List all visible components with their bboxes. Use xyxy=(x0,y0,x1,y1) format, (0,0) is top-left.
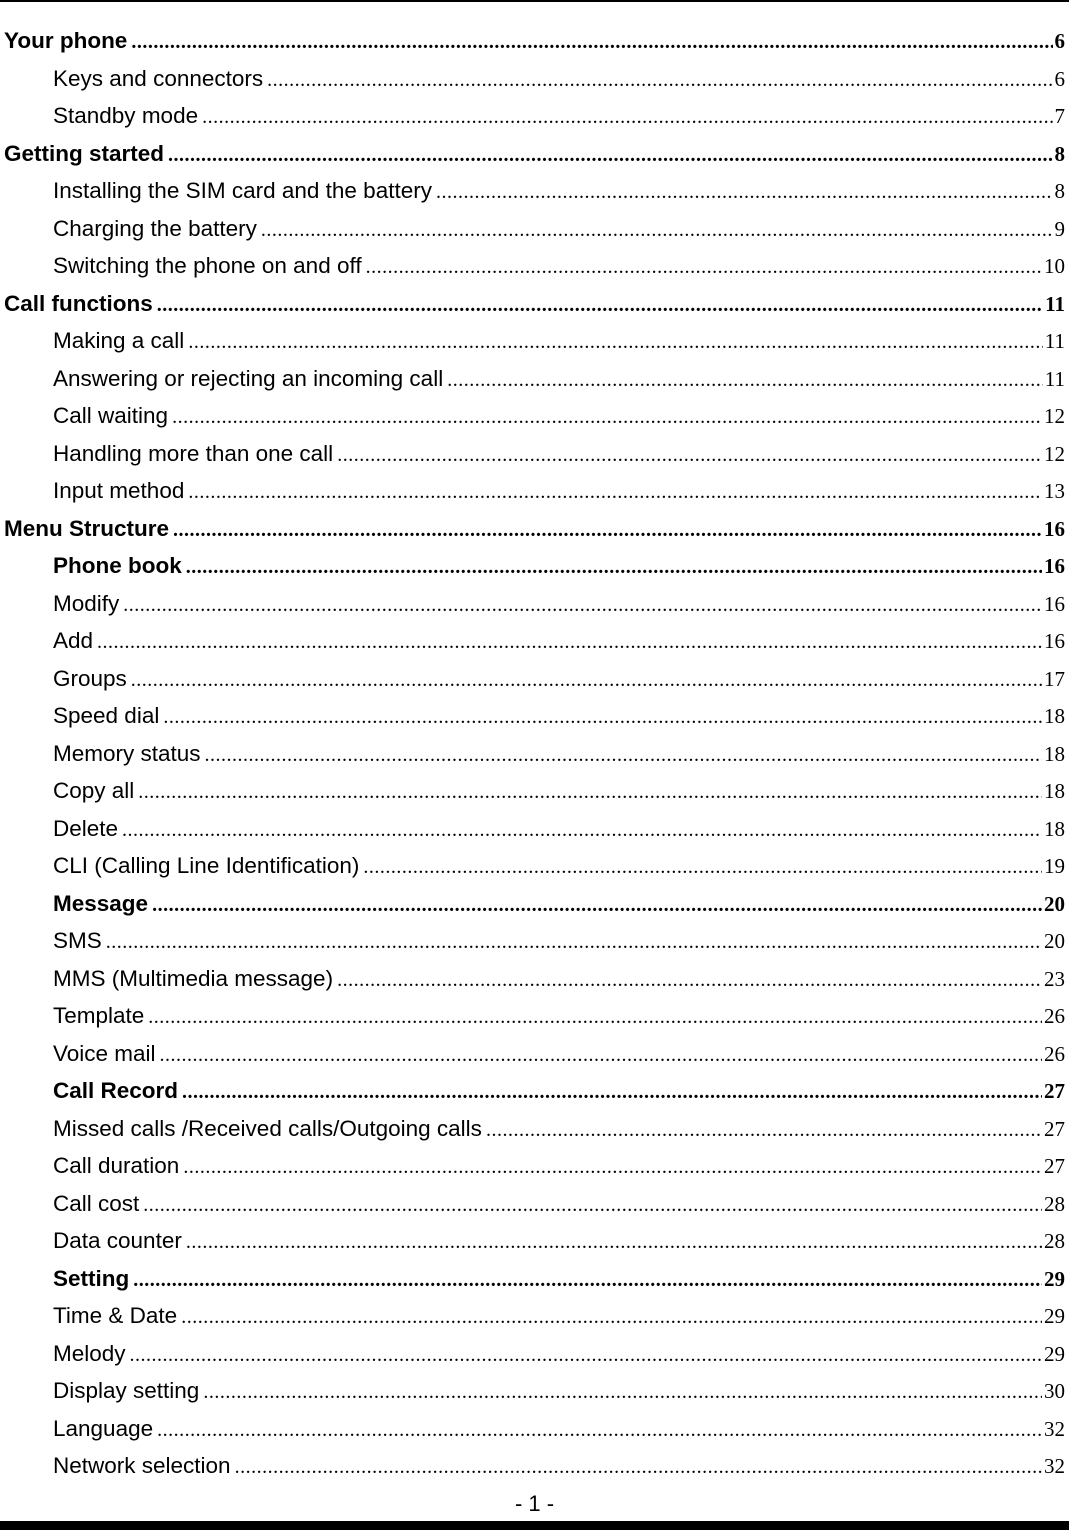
toc-entry[interactable] xyxy=(4,97,1065,135)
toc-entry[interactable] xyxy=(4,210,1065,248)
toc-entry-page-number: 18 xyxy=(1044,816,1065,841)
toc-entry[interactable] xyxy=(4,397,1065,435)
toc-entry[interactable] xyxy=(4,847,1065,885)
dot-leader xyxy=(152,887,1042,923)
dot-leader xyxy=(131,24,1052,60)
toc-entry[interactable] xyxy=(4,322,1065,360)
toc-entry-title: CLI (Calling Line Identification) xyxy=(53,853,360,878)
toc-entry-title: SMS xyxy=(53,928,102,953)
table-of-contents xyxy=(4,22,1065,1485)
toc-entry-page-number: 11 xyxy=(1045,291,1065,316)
toc-entry[interactable] xyxy=(4,622,1065,660)
toc-entry[interactable] xyxy=(4,1110,1065,1148)
dot-leader xyxy=(163,699,1042,735)
toc-entry-page-number: 16 xyxy=(1044,591,1065,616)
toc-entry-page-number: 29 xyxy=(1044,1341,1065,1366)
toc-entry-title: Standby mode xyxy=(53,103,199,128)
dot-leader xyxy=(157,287,1043,323)
toc-entry-title: Add xyxy=(53,628,94,653)
toc-entry-page-number: 27 xyxy=(1044,1154,1065,1178)
toc-entry[interactable] xyxy=(4,1072,1065,1110)
toc-entry[interactable] xyxy=(4,1260,1065,1298)
dot-leader xyxy=(106,924,1042,960)
toc-entry[interactable] xyxy=(4,60,1065,98)
toc-entry-title: Memory status xyxy=(53,740,201,766)
dot-leader xyxy=(122,812,1042,848)
toc-entry-page-number: 30 xyxy=(1044,1379,1065,1403)
toc-entry[interactable] xyxy=(4,1147,1065,1185)
dot-leader xyxy=(363,849,1042,885)
dot-leader xyxy=(148,999,1042,1035)
dot-leader xyxy=(181,1299,1042,1335)
dot-leader xyxy=(157,1412,1042,1448)
toc-entry-page-number: 18 xyxy=(1044,779,1065,803)
toc-entry-title: Language xyxy=(53,1415,154,1441)
toc-entry-page-number: 11 xyxy=(1044,329,1065,353)
dot-leader xyxy=(337,437,1042,473)
toc-entry[interactable] xyxy=(4,435,1065,473)
toc-entry-title: Message xyxy=(53,890,149,916)
dot-leader xyxy=(337,962,1042,998)
toc-entry[interactable] xyxy=(4,885,1065,923)
toc-entry[interactable] xyxy=(4,547,1065,585)
dot-leader xyxy=(130,1337,1042,1373)
toc-entry-title: Call waiting xyxy=(53,403,169,428)
toc-entry[interactable] xyxy=(4,172,1065,210)
toc-entry[interactable] xyxy=(4,1372,1065,1410)
toc-entry-page-number: 16 xyxy=(1044,554,1065,578)
dot-leader xyxy=(205,737,1042,773)
toc-entry-page-number: 6 xyxy=(1054,29,1065,53)
toc-entry-page-number: 26 xyxy=(1044,1004,1065,1028)
toc-entry-title: Input method xyxy=(53,478,185,503)
toc-entry-page-number: 6 xyxy=(1054,66,1065,91)
toc-entry[interactable] xyxy=(4,810,1065,848)
toc-entry-page-number: 7 xyxy=(1054,104,1065,128)
toc-entry[interactable] xyxy=(4,1297,1065,1335)
toc-entry-title: Making a call xyxy=(53,328,185,353)
toc-entry-title: Switching the phone on and off xyxy=(53,253,362,278)
toc-entry-page-number: 27 xyxy=(1044,1079,1065,1103)
toc-entry-title: Call duration xyxy=(53,1153,180,1178)
toc-entry-page-number: 13 xyxy=(1044,479,1065,503)
toc-entry-title: Answering or rejecting an incoming call xyxy=(53,365,444,391)
toc-entry-page-number: 29 xyxy=(1044,1266,1065,1291)
toc-entry-title: Handling more than one call xyxy=(53,440,334,466)
toc-entry[interactable] xyxy=(4,960,1065,998)
toc-entry-title: Speed dial xyxy=(53,703,160,728)
toc-entry-page-number: 27 xyxy=(1044,1116,1065,1141)
toc-entry-page-number: 12 xyxy=(1044,441,1065,466)
dot-leader xyxy=(186,1224,1042,1260)
dot-leader xyxy=(447,362,1043,398)
toc-entry-title: Network selection xyxy=(53,1453,231,1478)
toc-entry[interactable] xyxy=(4,735,1065,773)
toc-entry-title: Call functions xyxy=(4,290,153,316)
toc-entry[interactable] xyxy=(4,22,1065,60)
dot-leader xyxy=(97,624,1042,660)
dot-leader xyxy=(235,1449,1042,1485)
toc-entry-page-number: 12 xyxy=(1044,404,1065,428)
toc-entry-page-number: 20 xyxy=(1044,929,1065,953)
toc-entry-title: Modify xyxy=(53,590,120,616)
toc-entry[interactable] xyxy=(4,1185,1065,1223)
toc-entry-title: Missed calls /Received calls/Outgoing calls xyxy=(53,1115,482,1141)
toc-entry-page-number: 18 xyxy=(1044,741,1065,766)
dot-leader xyxy=(133,1262,1042,1298)
toc-entry-title: Keys and connectors xyxy=(53,65,264,91)
toc-entry[interactable] xyxy=(4,697,1065,735)
toc-entry-title: Call cost xyxy=(53,1190,140,1216)
dot-leader xyxy=(188,324,1042,360)
toc-entry[interactable] xyxy=(4,922,1065,960)
toc-entry-title: MMS (Multimedia message) xyxy=(53,965,334,991)
toc-entry-title: Getting started xyxy=(4,140,165,166)
toc-entry-page-number: 23 xyxy=(1044,966,1065,991)
dot-leader xyxy=(202,99,1052,135)
toc-entry-page-number: 9 xyxy=(1054,216,1065,241)
toc-entry-page-number: 10 xyxy=(1044,254,1065,278)
toc-entry-page-number: 20 xyxy=(1044,891,1065,916)
toc-entry-title: Call Record xyxy=(53,1078,179,1103)
toc-entry-title: Installing the SIM card and the battery xyxy=(53,178,432,203)
toc-entry-title: Your phone xyxy=(4,28,128,53)
toc-entry-title: Delete xyxy=(53,815,119,841)
dot-leader xyxy=(486,1112,1042,1148)
toc-entry[interactable] xyxy=(4,1335,1065,1373)
toc-entry-page-number: 8 xyxy=(1054,141,1065,166)
dot-leader xyxy=(188,474,1042,510)
dot-leader xyxy=(267,62,1052,98)
toc-entry[interactable] xyxy=(4,247,1065,285)
dot-leader xyxy=(172,399,1042,435)
toc-entry-title: Copy all xyxy=(53,778,135,803)
toc-entry[interactable] xyxy=(4,285,1065,323)
dot-leader xyxy=(173,512,1042,548)
dot-leader xyxy=(131,662,1042,698)
toc-entry[interactable] xyxy=(4,1222,1065,1260)
toc-entry-title: Template xyxy=(53,1003,145,1028)
toc-entry-page-number: 16 xyxy=(1044,629,1065,653)
dot-leader xyxy=(203,1374,1042,1410)
toc-entry[interactable] xyxy=(4,660,1065,698)
toc-entry[interactable] xyxy=(4,772,1065,810)
dot-leader xyxy=(160,1037,1042,1073)
toc-entry[interactable] xyxy=(4,360,1065,398)
toc-entry-page-number: 18 xyxy=(1044,704,1065,728)
toc-entry-page-number: 28 xyxy=(1044,1191,1065,1216)
dot-leader xyxy=(436,174,1053,210)
toc-entry-page-number: 16 xyxy=(1044,516,1065,541)
dot-leader xyxy=(183,1149,1042,1185)
toc-entry[interactable] xyxy=(4,585,1065,623)
toc-entry-title: Setting xyxy=(53,1265,130,1291)
toc-entry-page-number: 32 xyxy=(1044,1454,1065,1478)
toc-entry-title: Voice mail xyxy=(53,1040,156,1066)
dot-leader xyxy=(123,587,1042,623)
toc-entry-title: Charging the battery xyxy=(53,215,257,241)
dot-leader xyxy=(182,1074,1042,1110)
page-number-footer: - 1 - xyxy=(514,1491,555,1516)
toc-entry[interactable] xyxy=(4,997,1065,1035)
toc-entry[interactable] xyxy=(4,1447,1065,1485)
toc-entry-page-number: 29 xyxy=(1044,1304,1065,1328)
dot-leader xyxy=(366,249,1042,285)
toc-entry-title: Phone book xyxy=(53,553,182,578)
toc-entry-page-number: 11 xyxy=(1044,366,1065,391)
bottom-rule xyxy=(0,1521,1069,1530)
toc-entry-page-number: 28 xyxy=(1044,1229,1065,1253)
toc-entry-page-number: 32 xyxy=(1044,1416,1065,1441)
dot-leader xyxy=(261,212,1053,248)
dot-leader xyxy=(168,137,1052,173)
toc-entry[interactable] xyxy=(4,1035,1065,1073)
toc-entry-title: Data counter xyxy=(53,1228,182,1253)
toc-entry[interactable] xyxy=(4,472,1065,510)
dot-leader xyxy=(143,1187,1042,1223)
top-rule xyxy=(0,0,1069,2)
toc-entry-page-number: 19 xyxy=(1044,854,1065,878)
toc-entry-page-number: 26 xyxy=(1044,1041,1065,1066)
toc-entry[interactable] xyxy=(4,1410,1065,1448)
toc-entry-title: Groups xyxy=(53,665,127,691)
toc-entry-page-number: 17 xyxy=(1044,666,1065,691)
dot-leader xyxy=(186,549,1042,585)
toc-entry-title: Menu Structure xyxy=(4,515,170,541)
toc-entry-title: Display setting xyxy=(53,1378,200,1403)
toc-entry[interactable] xyxy=(4,135,1065,173)
toc-entry-title: Melody xyxy=(53,1340,126,1366)
dot-leader xyxy=(138,774,1042,810)
toc-entry-title: Time & Date xyxy=(53,1303,178,1328)
toc-entry[interactable] xyxy=(4,510,1065,548)
toc-entry-page-number: 8 xyxy=(1054,179,1065,203)
